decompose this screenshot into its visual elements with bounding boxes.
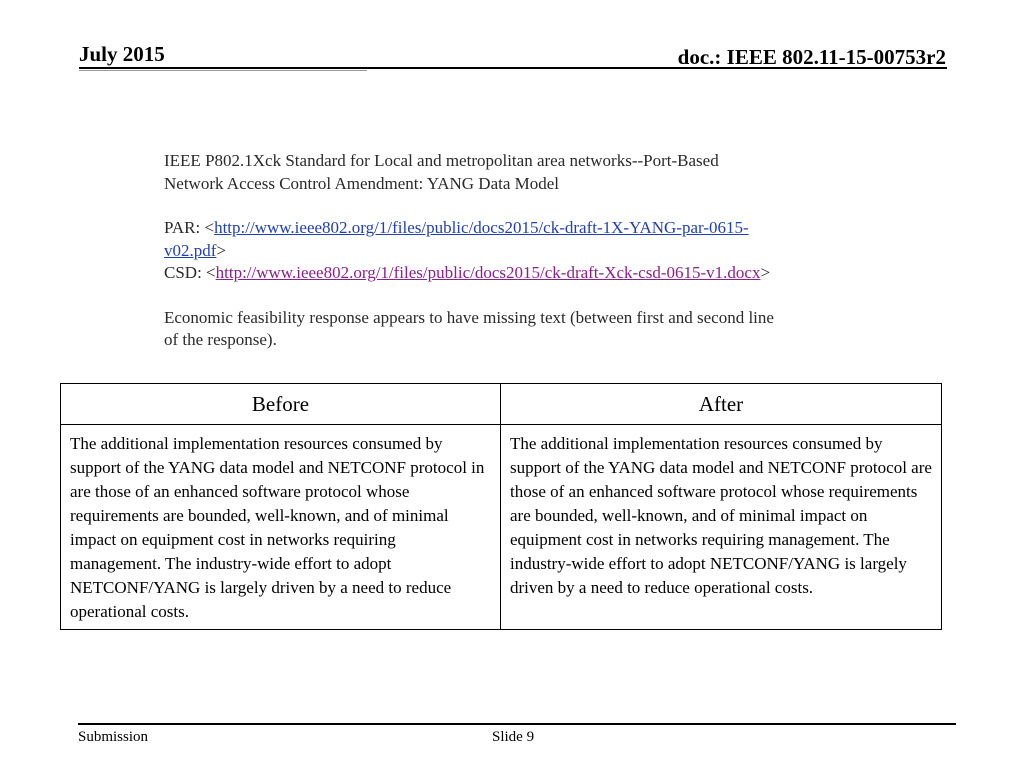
par-close: > — [216, 240, 227, 260]
excerpt-par — [164, 217, 864, 262]
par-url-line2: v02.pdf — [164, 240, 217, 260]
header-rule-accent — [79, 70, 367, 71]
excerpt-comment — [164, 307, 864, 352]
excerpt-title — [164, 150, 864, 195]
excerpt-title-line2: Network Access Control Amendment: YANG Data Model — [164, 173, 560, 193]
table-row — [61, 425, 942, 630]
table-header-row — [61, 384, 942, 425]
header-rule — [79, 67, 947, 69]
footer-submission: Submission — [78, 729, 149, 745]
par-label: PAR: < — [164, 218, 215, 237]
excerpt-csd — [164, 262, 864, 285]
header-date: July 2015 — [79, 42, 165, 66]
csd-close: > — [760, 263, 771, 282]
par-url-line1: http://www.ieee802.org/1/files/public/docs2015/ck-draft-1X-YANG-par-0615- — [214, 218, 749, 237]
csd-label: CSD: < — [164, 263, 216, 282]
par-link[interactable] — [164, 218, 749, 260]
before-after-table — [60, 383, 942, 630]
before-text-cell: The additional implementation resources consumed by support of the YANG data model and NETCONF protocol in are those of an enhanced software protocol whose requirements are bounded, well-known, and of minimal impact on equipment cost in networks requiring management. The industry-wide effort to adopt NETCONF/YANG is largely driven by a need to reduce operational costs. — [61, 425, 501, 630]
table-header-after: After — [501, 384, 942, 425]
excerpt-image-block — [164, 150, 864, 352]
csd-link[interactable]: http://www.ieee802.org/1/files/public/docs2015/ck-draft-Xck-csd-0615-v1.docx — [215, 263, 761, 282]
footer-rule — [78, 723, 956, 725]
footer-slide-number: Slide 9 — [492, 729, 535, 745]
table-header-before: Before — [61, 384, 501, 425]
after-text-cell: The additional implementation resources consumed by support of the YANG data model and NETCONF protocol are those of an enhanced software protocol whose requirements are bounded, well-known, and of minimal impact on equipment cost in networks requiring management. The industry-wide effort to adopt NETCONF/YANG is largely driven by a need to reduce operational costs. — [501, 425, 942, 630]
comment-line1: Economic feasibility response appears to have missing text (between first and second line — [164, 307, 774, 327]
header-doc-id: doc.: IEEE 802.11-15-00753r2 — [677, 45, 946, 69]
comment-line2: of the response). — [164, 330, 277, 349]
excerpt-title-line1: IEEE P802.1Xck Standard for Local and metropolitan area networks--Port-Based — [164, 151, 719, 170]
